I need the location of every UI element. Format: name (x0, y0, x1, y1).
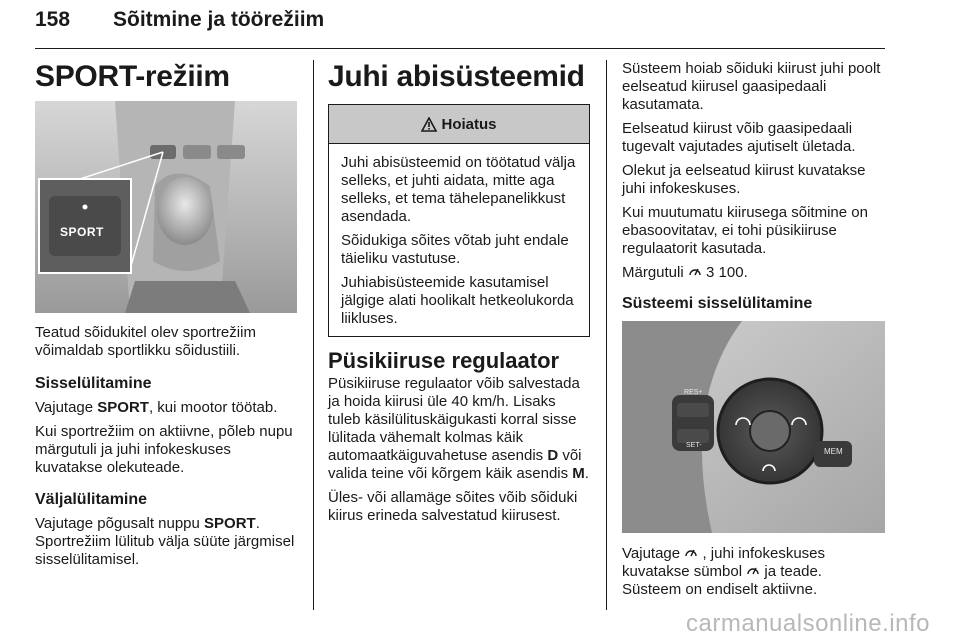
warning-p1: Juhi abisüsteemid on töötatud välja selleks, et juhti aidata, mitte aga selleks, et tema tähelepanelikkust asendada. (341, 154, 576, 225)
deactivation-step: Vajutage põgusalt nuppu SPORT. Sportrežiim lülitub välja süüte järgmisel sisselülitamisel. (35, 515, 295, 569)
chapter-title: Sõitmine ja töörežiim (113, 8, 325, 31)
steering-wheel-photo (622, 321, 885, 533)
console-illustration (35, 101, 297, 313)
heading-deactivation: Väljalülitamine (35, 491, 148, 509)
cruise-p1: Püsikiiruse regulaator võib salvestada ja hoida kiirusi üle 40 km/h. Lisaks tuleb käsilülituskäigukasti korral sisse lülitada vähemalt kolmas käik automaatkäiguvahetuse asendis D või valida teine või kõrgem käik asendis M. (328, 375, 589, 483)
activation-status: Kui sportrežiim on aktiivne, põleb nupu märgutuli ja juhi infokeskuses kuvatakse olekuteade. (35, 423, 293, 477)
cruise-control-icon (684, 546, 698, 558)
set-minus-label: SET- (686, 442, 702, 450)
cruise-p2: Üles- või allamäge sõites võib sõiduki kiirus erineda salvestatud kiirusest. (328, 489, 578, 525)
section-title-driver-assist: Juhi abisüsteemid (328, 60, 585, 93)
sport-intro: Teatud sõidukitel olev sportrežiim võimaldab sportlikku sõidustiili. (35, 324, 256, 359)
steering-switch-illustration (622, 321, 885, 533)
column-cruise-details (622, 60, 885, 599)
header-rule (35, 48, 885, 49)
page-header (35, 8, 885, 48)
heading-system-activation: Süsteemi sisselülitamine (622, 295, 813, 312)
page-number: 158 (35, 8, 71, 31)
column-divider-1 (313, 60, 314, 610)
sport-console-photo (35, 101, 297, 313)
warning-header (329, 105, 589, 144)
cruise-desc-p3: Olekut ja eelseatud kiirust kuvatakse juhi infokeskuses. (622, 162, 866, 197)
warning-p3: Juhiabisüsteemide kasutamisel jälgige alati hoolikalt hetkeolukorda liikluses. (341, 274, 574, 327)
cruise-desc-p4: Kui muutumatu kiirusega sõitmine on ebasoovitatav, ei tohi püsikiiruse regulaatorit kasutada. (622, 204, 868, 257)
activation-step: Vajutage SPORT, kui mootor töötab. (35, 399, 278, 417)
column-divider-2 (606, 60, 607, 610)
column-driver-assist (328, 60, 590, 525)
section-title-sport: SPORT-režiim (35, 60, 230, 93)
sport-button-label: SPORT (60, 225, 104, 239)
heading-activation: Sisselülitamine (35, 375, 152, 392)
warning-triangle-icon (421, 117, 437, 132)
watermark: carmanualsonline.info (686, 610, 930, 637)
cruise-desc-p2: Eelseatud kiirust võib gaasipedaali tugevalt vajutades ajutiselt ületada. (622, 120, 856, 155)
activation-instruction: Vajutage , juhi infokeskuses kuvatakse sümbol ja teade. Süsteem on endiselt aktiivne. (622, 545, 826, 599)
cruise-control-icon (688, 265, 702, 277)
warning-p2: Sõidukiga sõites võtab juht endale täieliku vastutuse. (341, 232, 569, 267)
cruise-desc-p1: Süsteem hoiab sõiduki kiirust juhi poolt eelseatud kiirusel gaasipedaali kasutamata. (622, 60, 881, 113)
warning-title: Hoiatus (441, 115, 497, 133)
column-sport-mode (35, 60, 297, 569)
heading-cruise-control: Püsikiiruse regulaator (328, 348, 560, 373)
warning-body (329, 144, 589, 336)
res-plus-label: RES+ (684, 389, 703, 397)
cruise-control-icon (746, 564, 760, 576)
mem-label: MEM (824, 447, 843, 457)
warning-box (328, 104, 590, 337)
indicator-line: Märgutuli 3 100. (622, 264, 748, 281)
